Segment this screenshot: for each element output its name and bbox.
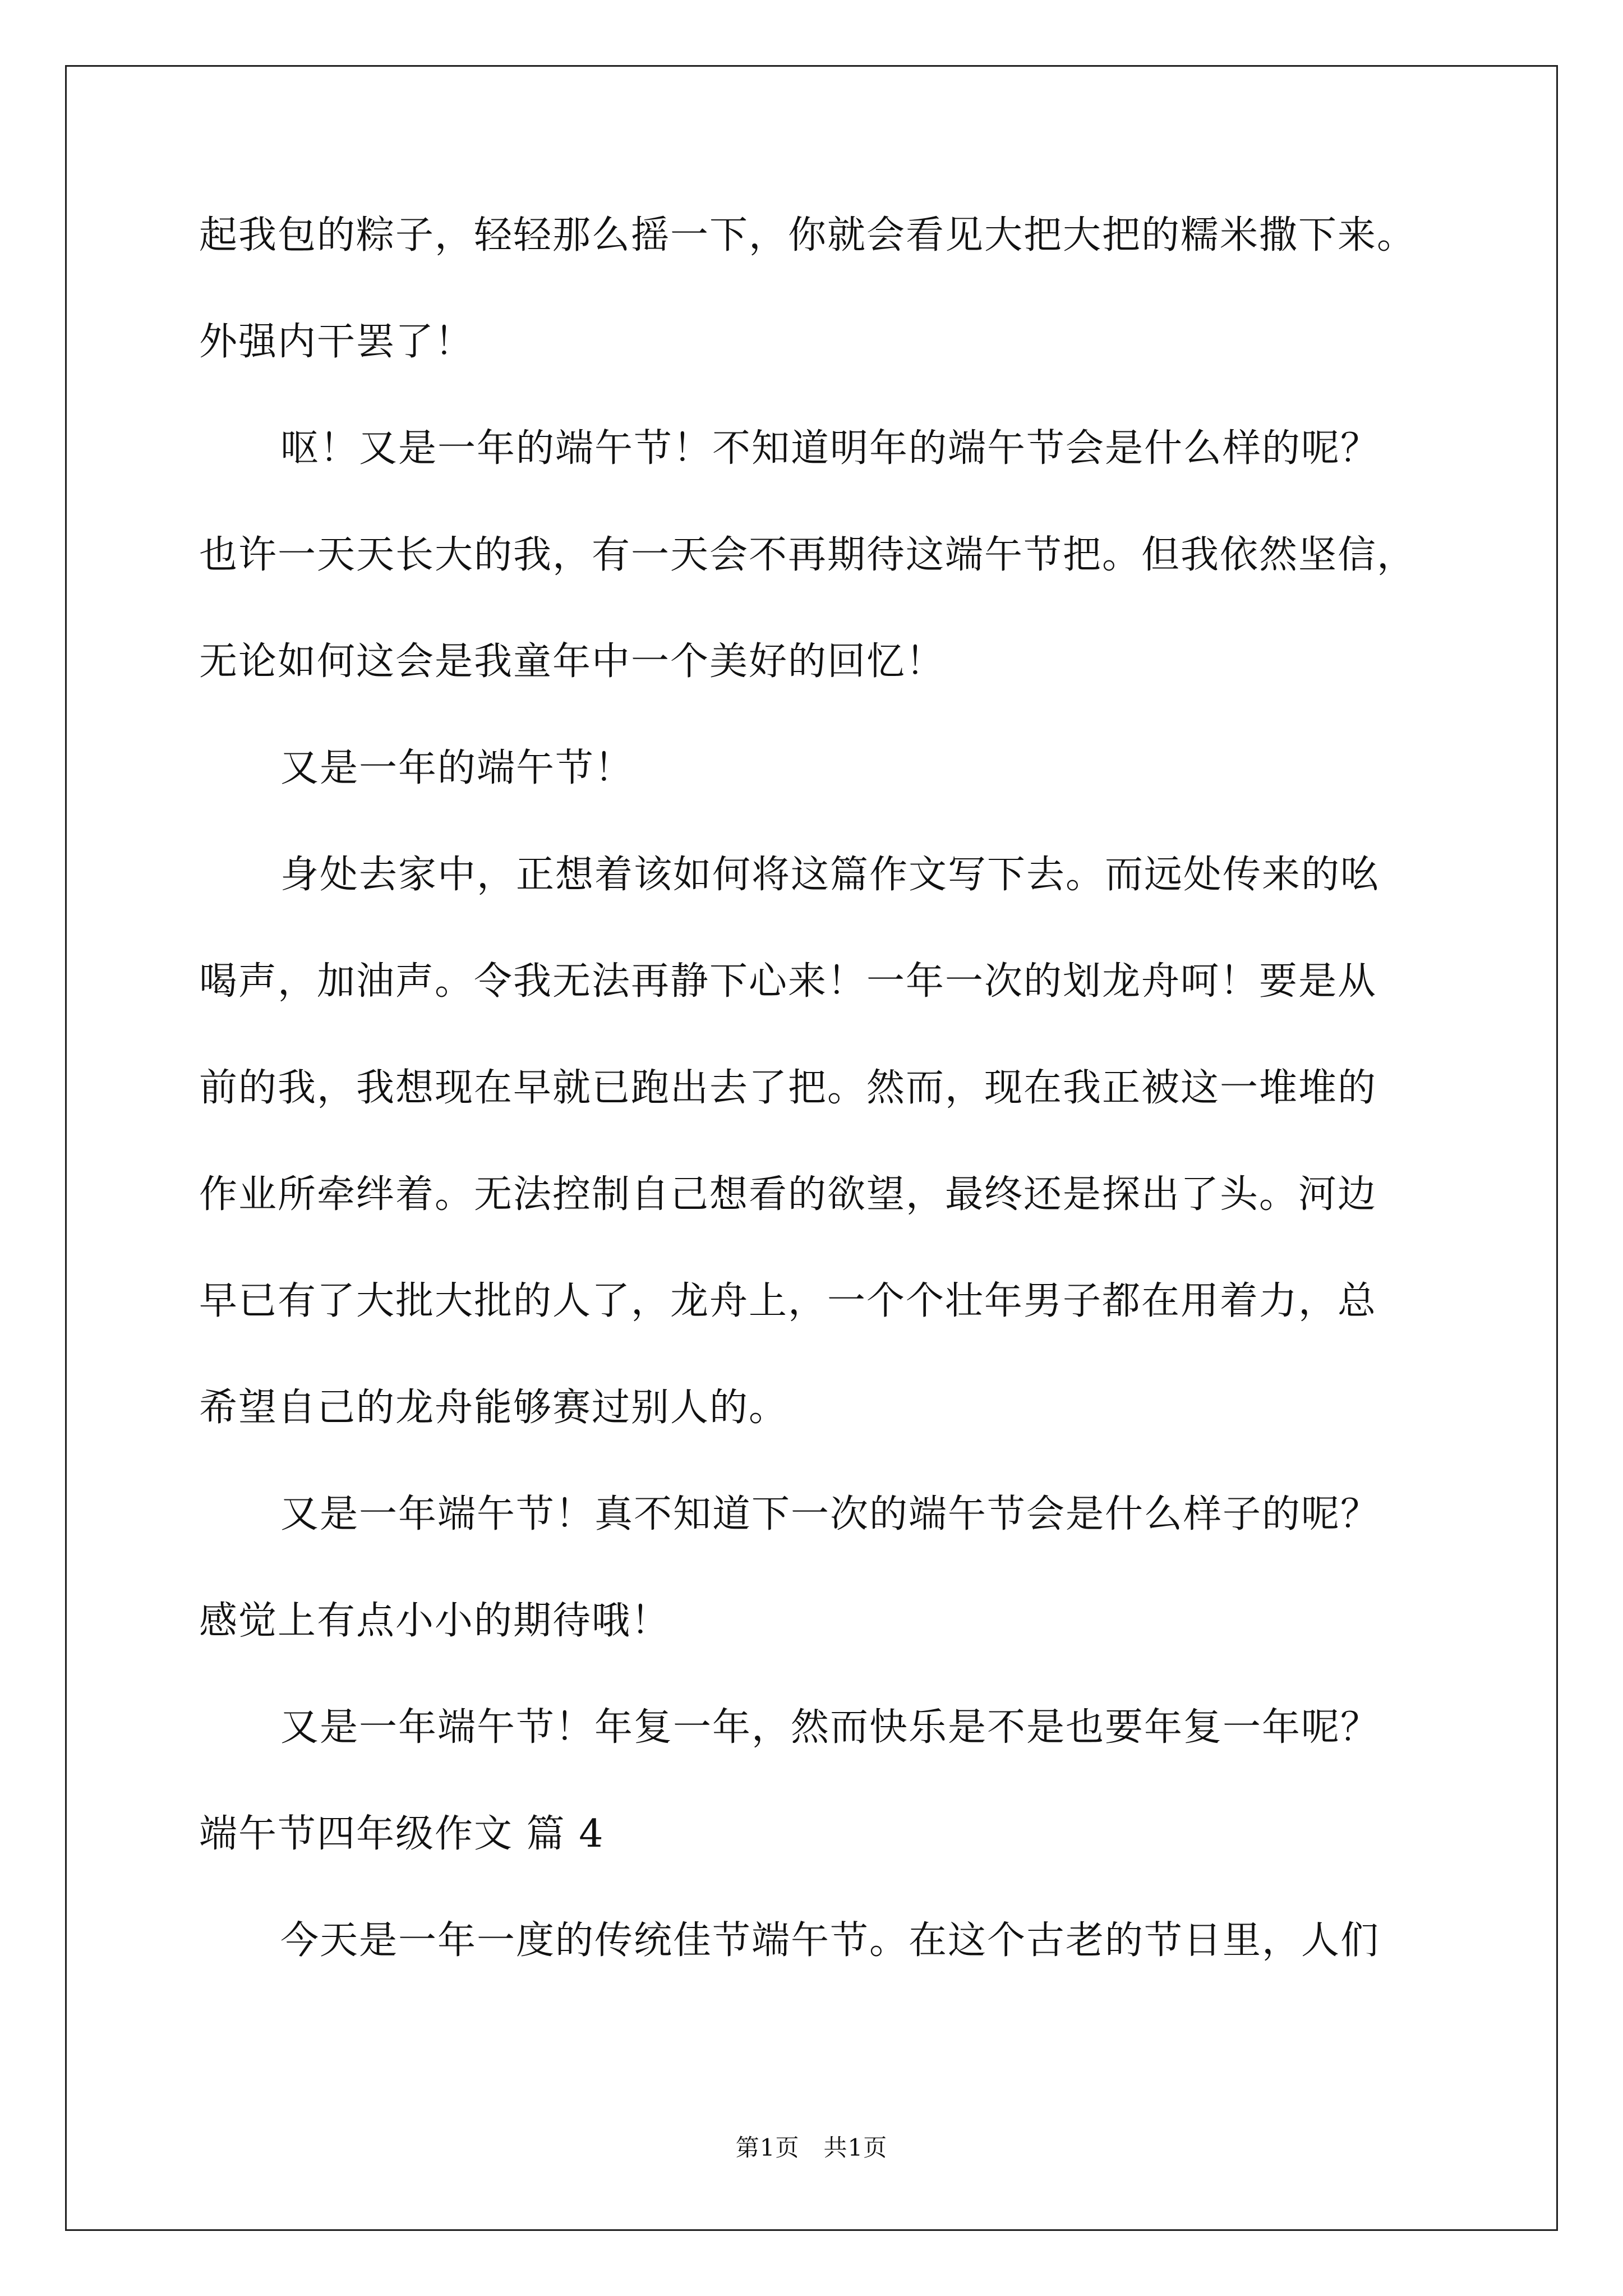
paragraph-start-line: 身处去家中，正想着该如何将这篇作文写下去。而远处传来的吆 — [280, 853, 1380, 897]
paragraph-start-line: 又是一年端午节！年复一年，然而快乐是不是也要年复一年呢？ — [280, 1705, 1380, 1750]
text-line: 喝声，加油声。令我无法再静下心来！一年一次的划龙舟呵！要是从 — [199, 959, 1377, 1004]
text-line: 希望自己的龙舟能够赛过别人的。 — [199, 1386, 789, 1430]
text-line: 作业所牵绊着。无法控制自己想看的欲望，最终还是探出了头。河边 — [199, 1172, 1377, 1217]
text-line: 早已有了大批大批的人了，龙舟上，一个个壮年男子都在用着力，总 — [199, 1279, 1377, 1323]
section-heading: 端午节四年级作文 篇 4 — [199, 1812, 605, 1856]
text-line: 外强内干罢了！ — [199, 320, 474, 364]
page-footer: 第1页 共1页 — [735, 2134, 888, 2161]
document-body — [199, 208, 1433, 2019]
text-line: 起我包的粽子，轻轻那么摇一下，你就会看见大把大把的糯米撒下来。 — [199, 213, 1417, 257]
text-line: 前的我，我想现在早就已跑出去了把。然而，现在我正被这一堆堆的 — [199, 1066, 1377, 1110]
paragraph-start-line: 又是一年端午节！真不知道下一次的端午节会是什么样子的呢？ — [280, 1492, 1380, 1536]
text-line: 无论如何这会是我童年中一个美好的回忆！ — [199, 639, 946, 684]
paragraph-start-line: 呕！又是一年的端午节！不知道明年的端午节会是什么样的呢？ — [280, 426, 1380, 471]
text-line: 也许一天天长大的我，有一天会不再期待这端午节把。但我依然坚信， — [199, 533, 1417, 577]
paragraph-start-line: 又是一年的端午节！ — [280, 746, 634, 790]
text-line: 感觉上有点小小的期待哦！ — [199, 1599, 671, 1643]
paragraph-start-line: 今天是一年一度的传统佳节端午节。在这个古老的节日里，人们 — [280, 1918, 1380, 1963]
